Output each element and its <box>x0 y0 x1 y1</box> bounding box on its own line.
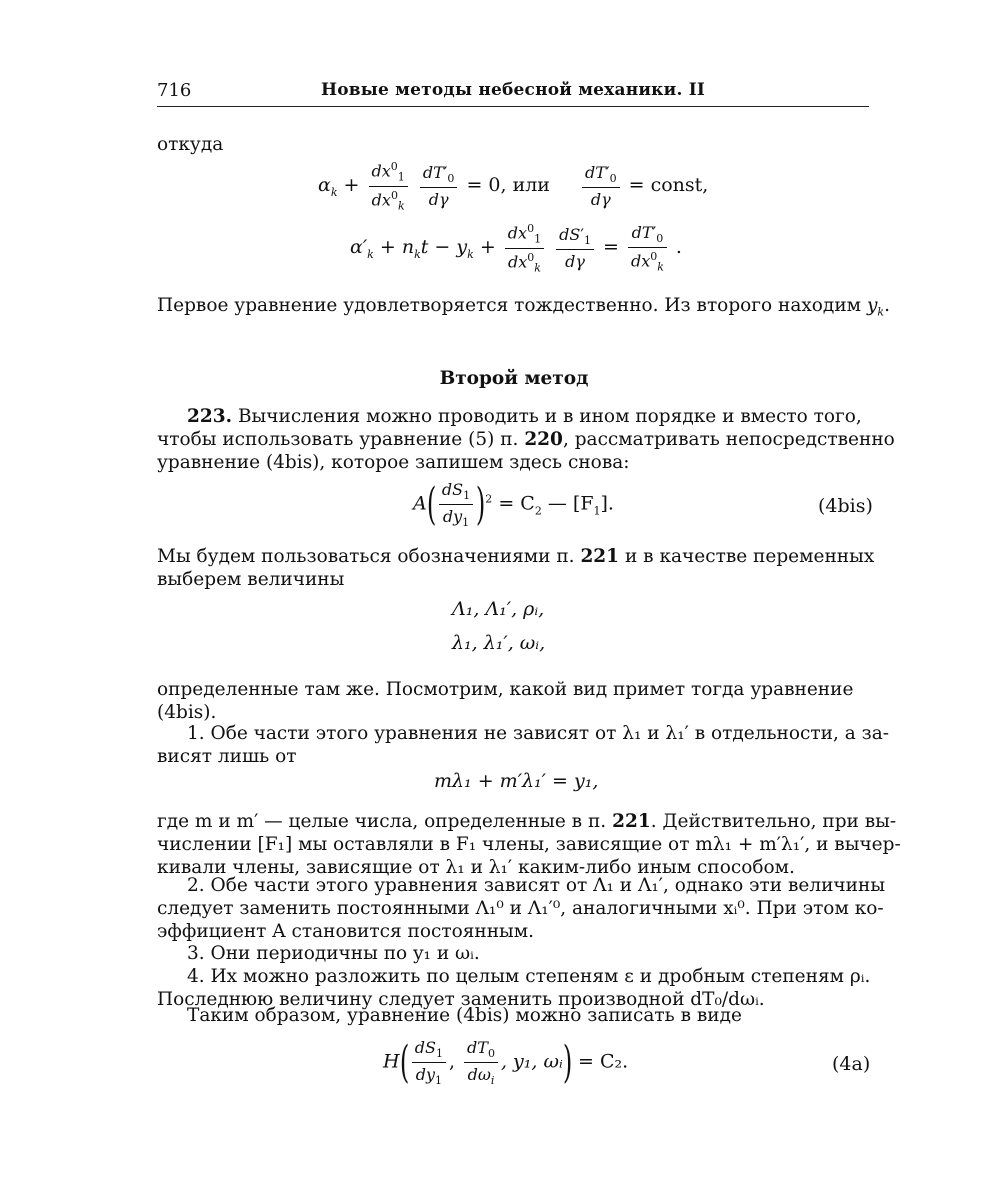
equation-m-lambda: mλ₁ + m′λ₁′ = y₁, <box>434 770 599 792</box>
equation-label-4a: (4a) <box>832 1053 871 1075</box>
page-number: 716 <box>157 80 192 101</box>
equation-alpha: $\alpha_k$ + $\frac{dx^0_1}{dx^0_k}$ $\frac{dT'_0}{d\gamma}$ = 0, или $\frac{dT'_0}{d\gamma}$ = const, <box>318 160 709 213</box>
paragraph-identity: Первое уравнение удовлетворяется тождественно. Из второго находим $y_k$. <box>157 295 890 319</box>
running-title: Новые методы небесной механики. II <box>320 80 706 100</box>
equation-4bis: A( $\frac{dS_1}{dy_1}$ )$^2 = C_2$ — $[F_1]$. <box>413 478 614 530</box>
paragraph-notation: Мы будем пользоваться обозначениями п. 221 и в качестве переменных выберем величины <box>157 546 875 590</box>
intro-word: откуда <box>157 134 224 155</box>
item-1: 1. Обе части этого уравнения не зависят от λ₁ и λ₁′ в отдельности, а за- висят лишь от <box>157 723 889 767</box>
paragraph-where: где m и m′ — целые числа, определенные в п. 221. Действительно, при вы- числении [F₁] мы оставляли в F₁ члены, зависящие от mλ₁ + m′λ₁′, и вычер- кивали члены, зависящие от λ₁ и λ₁′ каким-либо иным способом. <box>157 811 901 878</box>
item-3: 3. Они периодичны по y₁ и ωᵢ. <box>187 943 480 964</box>
variables-row-2: λ₁, λ₁′, ωᵢ, <box>452 632 546 654</box>
paragraph-defined: определенные там же. Посмотрим, какой вид примет тогда уравнение (4bis). <box>157 679 854 723</box>
paragraph-223: 223. Вычисления можно проводить и в ином порядке и вместо того, чтобы использовать уравнение (5) п. 220, рассматривать непосредственно уравнение (4bis), которое запишем здесь снова: <box>157 406 895 473</box>
item-4: 4. Их можно разложить по целым степеням ε и дробным степеням ρᵢ. Последнюю величину следует заменить производной dT₀/dωᵢ. <box>157 966 871 1010</box>
equation-alpha-prime: $\alpha'_k + n_kt - y_k$ + $\frac{dx^0_1}{dx^0_k}$ $\frac{dS'_1}{d\gamma}$ = $\frac{dT'_0}{dx^0_k}$ . <box>350 222 682 275</box>
paragraph-thus: Таким образом, уравнение (4bis) можно записать в виде <box>187 1005 742 1026</box>
variables-row-1: Λ₁, Λ₁′, ρᵢ, <box>452 598 545 620</box>
section-heading: Второй метод <box>439 368 589 389</box>
equation-label-4bis: (4bis) <box>818 495 873 517</box>
running-head <box>157 80 869 107</box>
item-2: 2. Обе части этого уравнения зависят от Λ₁ и Λ₁′, однако эти величины следует заменить постоянными Λ₁⁰ и Λ₁′⁰, аналогичными xᵢ⁰. При этом ко- эффициент A становится постоянным. <box>157 875 886 942</box>
equation-4a: H( $\frac{dS_1}{dy_1}$ , $\frac{dT_0}{d\omega_i}$ , y₁, ωᵢ) = C₂. <box>383 1036 629 1088</box>
